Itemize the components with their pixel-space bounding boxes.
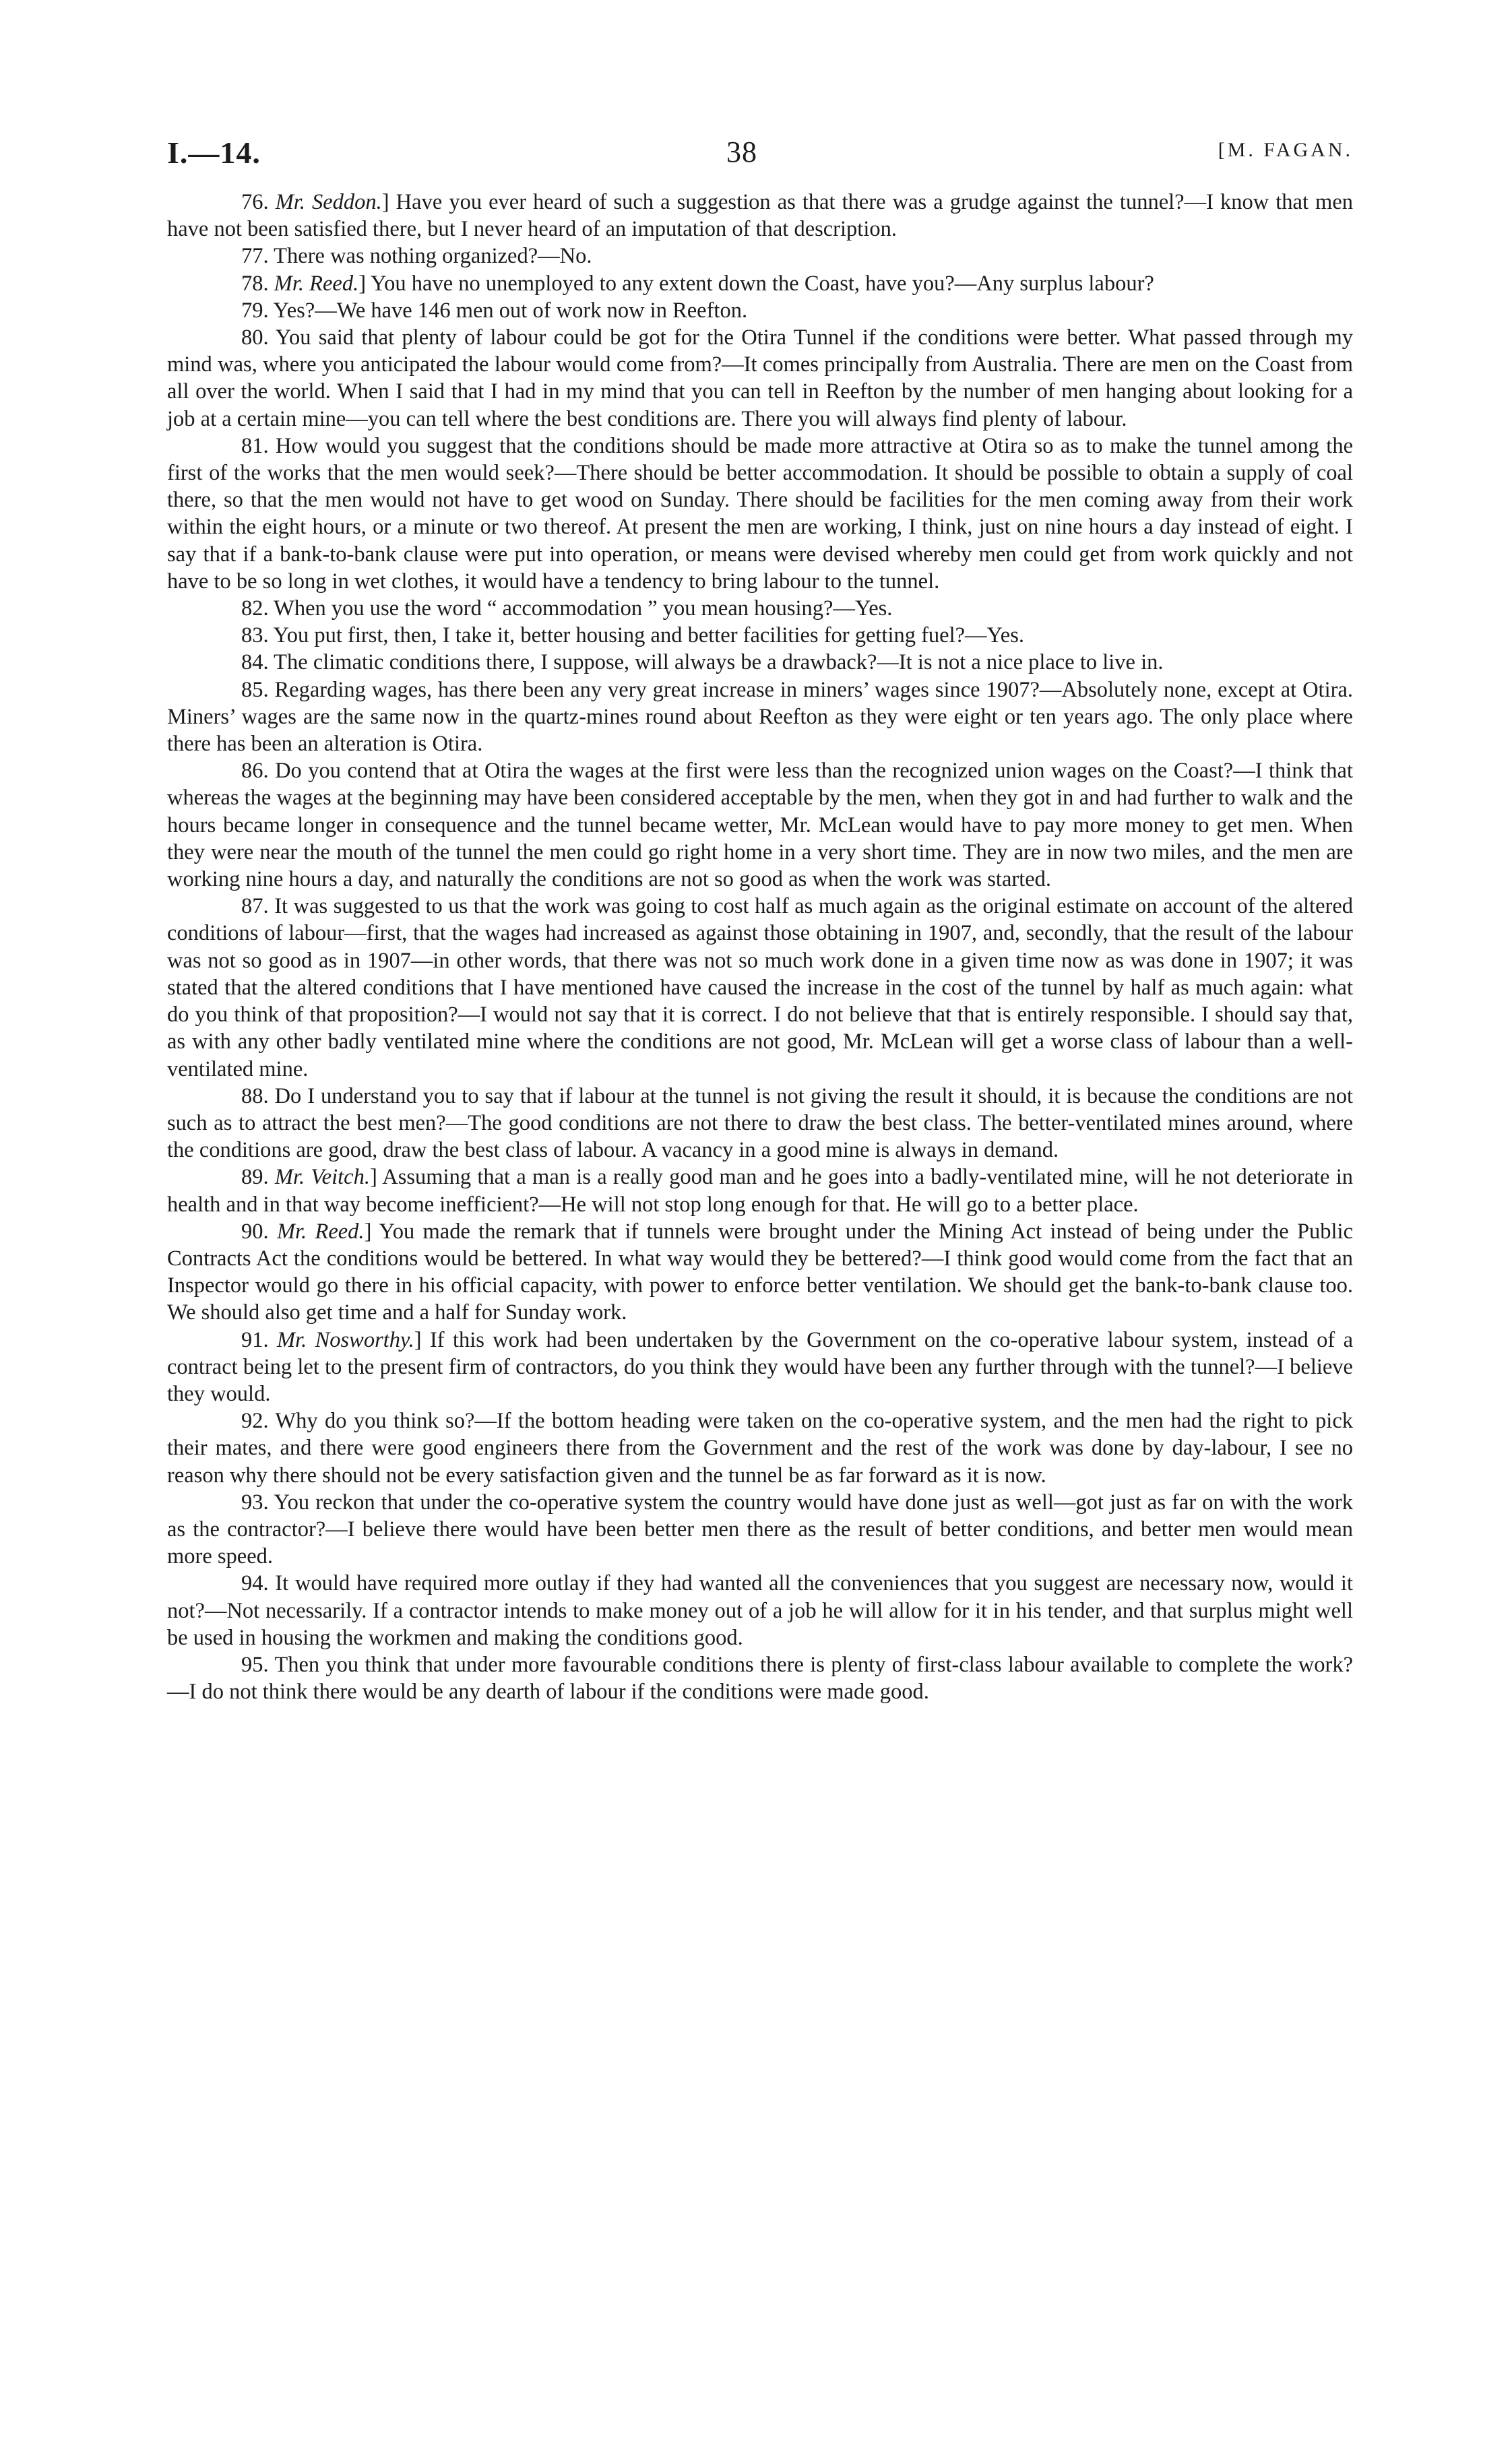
question-paragraph: 92. Why do you think so?—If the bottom heading were taken on the co-operative system, and the men had the right to pick their mates, and there were good engineers there from the Government and the rest of the work was done by day-labour, I see no reason why there should not be every satisfaction given and the tunnel be as far forward as it is now. — [167, 1409, 1353, 1488]
question-paragraph: 91. Mr. Nosworthy.] If this work had been undertaken by the Government on the co-operative labour system, instead of a contract being let to the present firm of contractors, do you think they would have been any further through with the tunnel?—I believe they would. — [167, 1327, 1354, 1406]
question-paragraph: 88. Do I understand you to say that if labour at the tunnel is not giving the result it should, it is because the conditions are not such as to attract the best men?—The good conditions are not there to draw the best class. The better-ventilated mines around, where the conditions are good, draw the best class of labour. A vacancy in a good mine is always in demand. — [167, 1083, 1353, 1163]
question-paragraph: 85. Regarding wages, has there been any very great increase in miners’ wages since 1907?—Absolutely none, except at Otira. Miners’ wages are the same now in the quartz-mines round about Reefton as they were eight or ten years ago. The only place where there has been an alteration is Otira. — [167, 677, 1353, 757]
document-page — [167, 135, 1353, 1705]
report-code: I.—14. — [167, 135, 261, 170]
witness-name: [M. FAGAN. — [1218, 139, 1353, 161]
question-paragraph: 82. When you use the word “ accommodation ” you mean housing?—Yes. — [241, 596, 893, 621]
question-paragraph: 81. How would you suggest that the conditions should be made more attractive at Otira so as to make the tunnel among the first of the works that the men would seek?—There should be better accommodation. It should be possible to obtain a supply of coal there, so that the men would not have to get wood on Sunday. There should be facilities for the men coming away from their work within the eight hours, or a minute or two thereof. At present the men are working, I think, just on nine hours a day instead of eight. I say that if a bank-to-bank clause were put into operation, or means were devised whereby men could get from work quickly and not have to be so long in wet clothes, it would have a tendency to bring labour to the tunnel. — [167, 433, 1353, 594]
question-paragraph: 83. You put first, then, I take it, better housing and better facilities for getting fuel?—Yes. — [241, 623, 1024, 648]
page-header — [167, 135, 1353, 189]
question-paragraph: 76. Mr. Seddon.] Have you ever heard of such a suggestion as that there was a grudge against the tunnel?—I know that men have not been satisfied there, but I never heard of an imputation of that description. — [167, 190, 1353, 242]
question-paragraph: 87. It was suggested to us that the work was going to cost half as much again as the original estimate on account of the altered conditions of labour—first, that the wages had increased as against those obtaining in 1907, and, secondly, that the result of the labour was not so good as in 1907—in other words, that there was not so much work done in a given time now as was done in 1907; it was stated that the altered conditions that I have mentioned have caused the increase in the cost of the tunnel by half as much again: what do you think of that proposition?—I would not say that it is correct. I do not believe that that is entirely responsible. I should say that, as with any other badly ventilated mine where the conditions are not good, Mr. McLean will get a worse class of labour than a well-ventilated mine. — [167, 894, 1353, 1081]
question-paragraph: 77. There was nothing organized?—No. — [241, 244, 592, 269]
question-paragraph: 89. Mr. Veitch.] Assuming that a man is a really good man and he goes into a badly-ventilated mine, will he not deteriorate in health and in that way become inefficient?—He will not stop long enough for that. He will go to a better place. — [167, 1165, 1354, 1217]
question-paragraph: 84. The climatic conditions there, I suppose, will always be a drawback?—It is not a nice place to live in. — [241, 650, 1164, 675]
page-number: 38 — [726, 135, 757, 168]
evidence-body — [167, 189, 1353, 1705]
question-paragraph: 90. Mr. Reed.] You made the remark that if tunnels were brought under the Mining Act instead of being under the Public Contracts Act the conditions would be bettered. In what way would they be bettered?—I think good would come from the fact that an Inspector would go there in his official capacity, with power to enforce better ventilation. We should get the bank-to-bank clause too. We should also get time and a half for Sunday work. — [167, 1219, 1354, 1325]
question-paragraph: 86. Do you contend that at Otira the wages at the first were less than the recognized union wages on the Coast?—I think that whereas the wages at the beginning may have been considered acceptable by the men, when they got in and had further to walk and the hours became longer in consequence and the tunnel became wetter, Mr. McLean would have to pay more money to get men. When they were near the mouth of the tunnel the men could go right home in a very short time. They are in now two miles, and the men are working nine hours a day, and naturally the conditions are not so good as when the work was started. — [167, 759, 1353, 892]
question-paragraph: 78. Mr. Reed.] You have no unemployed to any extent down the Coast, have you?—Any surplus labour? — [241, 271, 1154, 296]
question-paragraph: 93. You reckon that under the co-operative system the country would have done just as well—got just as far on with the work as the contractor?—I believe there would have been better men there as the result of better conditions, and better men would mean more speed. — [167, 1490, 1353, 1569]
question-paragraph: 95. Then you think that under more favourable conditions there is plenty of first-class labour available to complete the work?—I do not think there would be any dearth of labour if the conditions were made good. — [167, 1652, 1353, 1705]
question-paragraph: 79. Yes?—We have 146 men out of work now in Reefton. — [241, 298, 748, 323]
question-paragraph: 80. You said that plenty of labour could be got for the Otira Tunnel if the conditions were better. What passed through my mind was, where you anticipated the labour would come from?—It comes principally from Australia. There are men on the Coast from all over the world. When I said that I had in my mind that you can tell in Reefton by the number of men hanging about looking for a job at a certain mine—you can tell where the best conditions are. There you will always find plenty of labour. — [167, 325, 1353, 431]
question-paragraph: 94. It would have required more outlay if they had wanted all the conveniences that you suggest are necessary now, would it not?—Not necessarily. If a contractor intends to make money out of a job he will allow for it in his tender, and that surplus might well be used in housing the workmen and making the conditions good. — [167, 1571, 1353, 1650]
